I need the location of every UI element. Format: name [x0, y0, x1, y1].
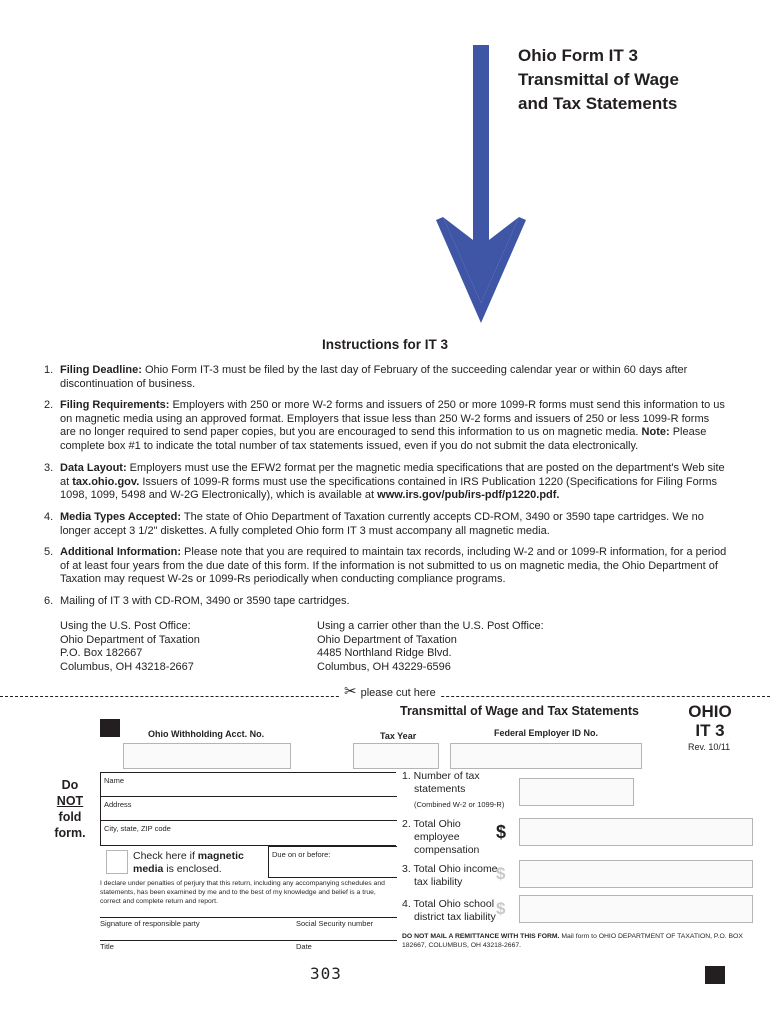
- instruction-item-2: 2. Filing Requirements: Employers with 250 or more W-2 forms and issuers of 250 or more 1099-R forms must send this information to us on magnetic media using an approved format. Employers that issue less than 250 W-2 forms and issuers of 250 or less 1099-R forms are no longer required to send paper copies, but you are encouraged to send this information to us on magnetic media. Note: Please complete box #1 to indicate the total number of tax statements issued, even if you do not submit the data electronically.: [44, 399, 725, 452]
- registration-mark: [100, 719, 120, 737]
- tax-year-input[interactable]: [353, 743, 439, 769]
- due-label: Due on or before:: [272, 850, 331, 859]
- line3-label: 3. Total Ohio income tax liability: [402, 863, 498, 888]
- registration-mark: [705, 966, 725, 984]
- rev-label: Rev. 10/11: [688, 742, 731, 752]
- fein-input[interactable]: [450, 743, 642, 769]
- acct-input[interactable]: [123, 743, 291, 769]
- instruction-item-4: 4. Media Types Accepted: The state of Ohio Department of Taxation currently accepts CD-ROM, 3490 or 3590 tape cartridges. We no longer accept 3 1/2" diskettes. A fully completed Ohio form IT 3 must accompany all magnetic media.: [44, 511, 704, 537]
- address-label: Address: [104, 800, 132, 809]
- line1-label: 1. Number of tax statements (Combined W-2 or 1099-R): [402, 770, 505, 809]
- mail-address-usps: Using the U.S. Post Office: Ohio Department of Taxation P.O. Box 182667 Columbus, OH 43218-2667: [60, 620, 200, 673]
- fein-label: Federal Employer ID No.: [494, 728, 599, 738]
- magnetic-media-checkbox[interactable]: [106, 850, 128, 874]
- instruction-item-1: 1. Filing Deadline: Ohio Form IT-3 must be filed by the last day of February of the succeeding calendar year or within 60 days after discontinuation of business.: [44, 364, 688, 390]
- line4-label: 4. Total Ohio school district tax liability: [402, 898, 496, 923]
- form-title: Transmittal of Wage and Tax Statements: [400, 704, 639, 718]
- name-address-block[interactable]: [100, 772, 396, 846]
- scissors-icon: ✂: [344, 683, 357, 700]
- down-arrow-graphic: [436, 45, 526, 325]
- ssn-label: Social Security number: [296, 919, 374, 928]
- form-number: 303: [310, 964, 342, 983]
- dollar-icon: $: [496, 822, 507, 842]
- instruction-item-5: 5. Additional Information: Please note that you are required to maintain tax records, including W-2 and or 1099-R information, for a period of at least four years from the due date of this form. If the information is not submitted to us on magnetic media, the Ohio Department of Taxation may request W-2s or 1099-Rs periodically when conducting compliance programs.: [44, 546, 727, 585]
- instructions-title: Instructions for IT 3: [321, 337, 448, 352]
- header-title-line2: Transmittal of Wage: [518, 70, 679, 89]
- mail-address-carrier: Using a carrier other than the U.S. Post Office: Ohio Department of Taxation 4485 Northland Ridge Blvd. Columbus, OH 43229-6596: [317, 620, 544, 673]
- cut-label: ✂ please cut here: [340, 682, 440, 700]
- signature-label: Signature of responsible party: [100, 919, 200, 928]
- magnetic-media-label: Check here if magnetic media is enclosed.: [133, 850, 244, 875]
- date-label: Date: [296, 942, 312, 951]
- acct-label: Ohio Withholding Acct. No.: [148, 729, 265, 739]
- instruction-item-6: 6. Mailing of IT 3 with CD-ROM, 3490 or 3590 tape cartridges.: [44, 595, 350, 607]
- declaration-text: I declare under penalties of perjury that this return, including any accompanying schedules and statements, has been examined by me and to the best of my knowledge and belief is a true, correct and complete return and report.: [100, 880, 385, 905]
- line3-input[interactable]: [519, 860, 753, 888]
- name-label: Name: [104, 776, 125, 785]
- header-title-line3: and Tax Statements: [518, 94, 678, 113]
- title-label: Title: [100, 942, 114, 951]
- city-label: City, state, ZIP code: [104, 824, 171, 833]
- do-not-fold-notice: Do NOT fold form.: [54, 778, 86, 840]
- tax-year-label: Tax Year: [380, 731, 417, 741]
- header-title-line1: Ohio Form IT 3: [518, 46, 638, 65]
- line2-label: 2. Total Ohio employee compensation: [402, 818, 480, 856]
- line4-input[interactable]: [519, 895, 753, 923]
- form-code: OHIO IT 3: [688, 702, 732, 740]
- remittance-notice: DO NOT MAIL A REMITTANCE WITH THIS FORM. Mail form to OHIO DEPARTMENT OF TAXATION, P.O. BOX 182667, COLUMBUS, OH 43218-2667.: [402, 933, 743, 949]
- header-title: [518, 44, 679, 116]
- dollar-icon: $: [496, 899, 506, 918]
- line2-input[interactable]: [519, 818, 753, 846]
- instruction-item-3: 3. Data Layout: Employers must use the EFW2 format per the magnetic media specifications that are posted on the department's Web site at tax.ohio.gov. Issuers of 1099-R forms must use the specifications contained in IRS Publication 1220 (Specifications for Filing Forms 1098, 1099, 5498 and W-2G Electronically), which is available at www.irs.gov/pub/irs-pdf/p1220.pdf.: [44, 462, 725, 501]
- line1-input[interactable]: [519, 778, 634, 806]
- dollar-icon: $: [496, 864, 506, 883]
